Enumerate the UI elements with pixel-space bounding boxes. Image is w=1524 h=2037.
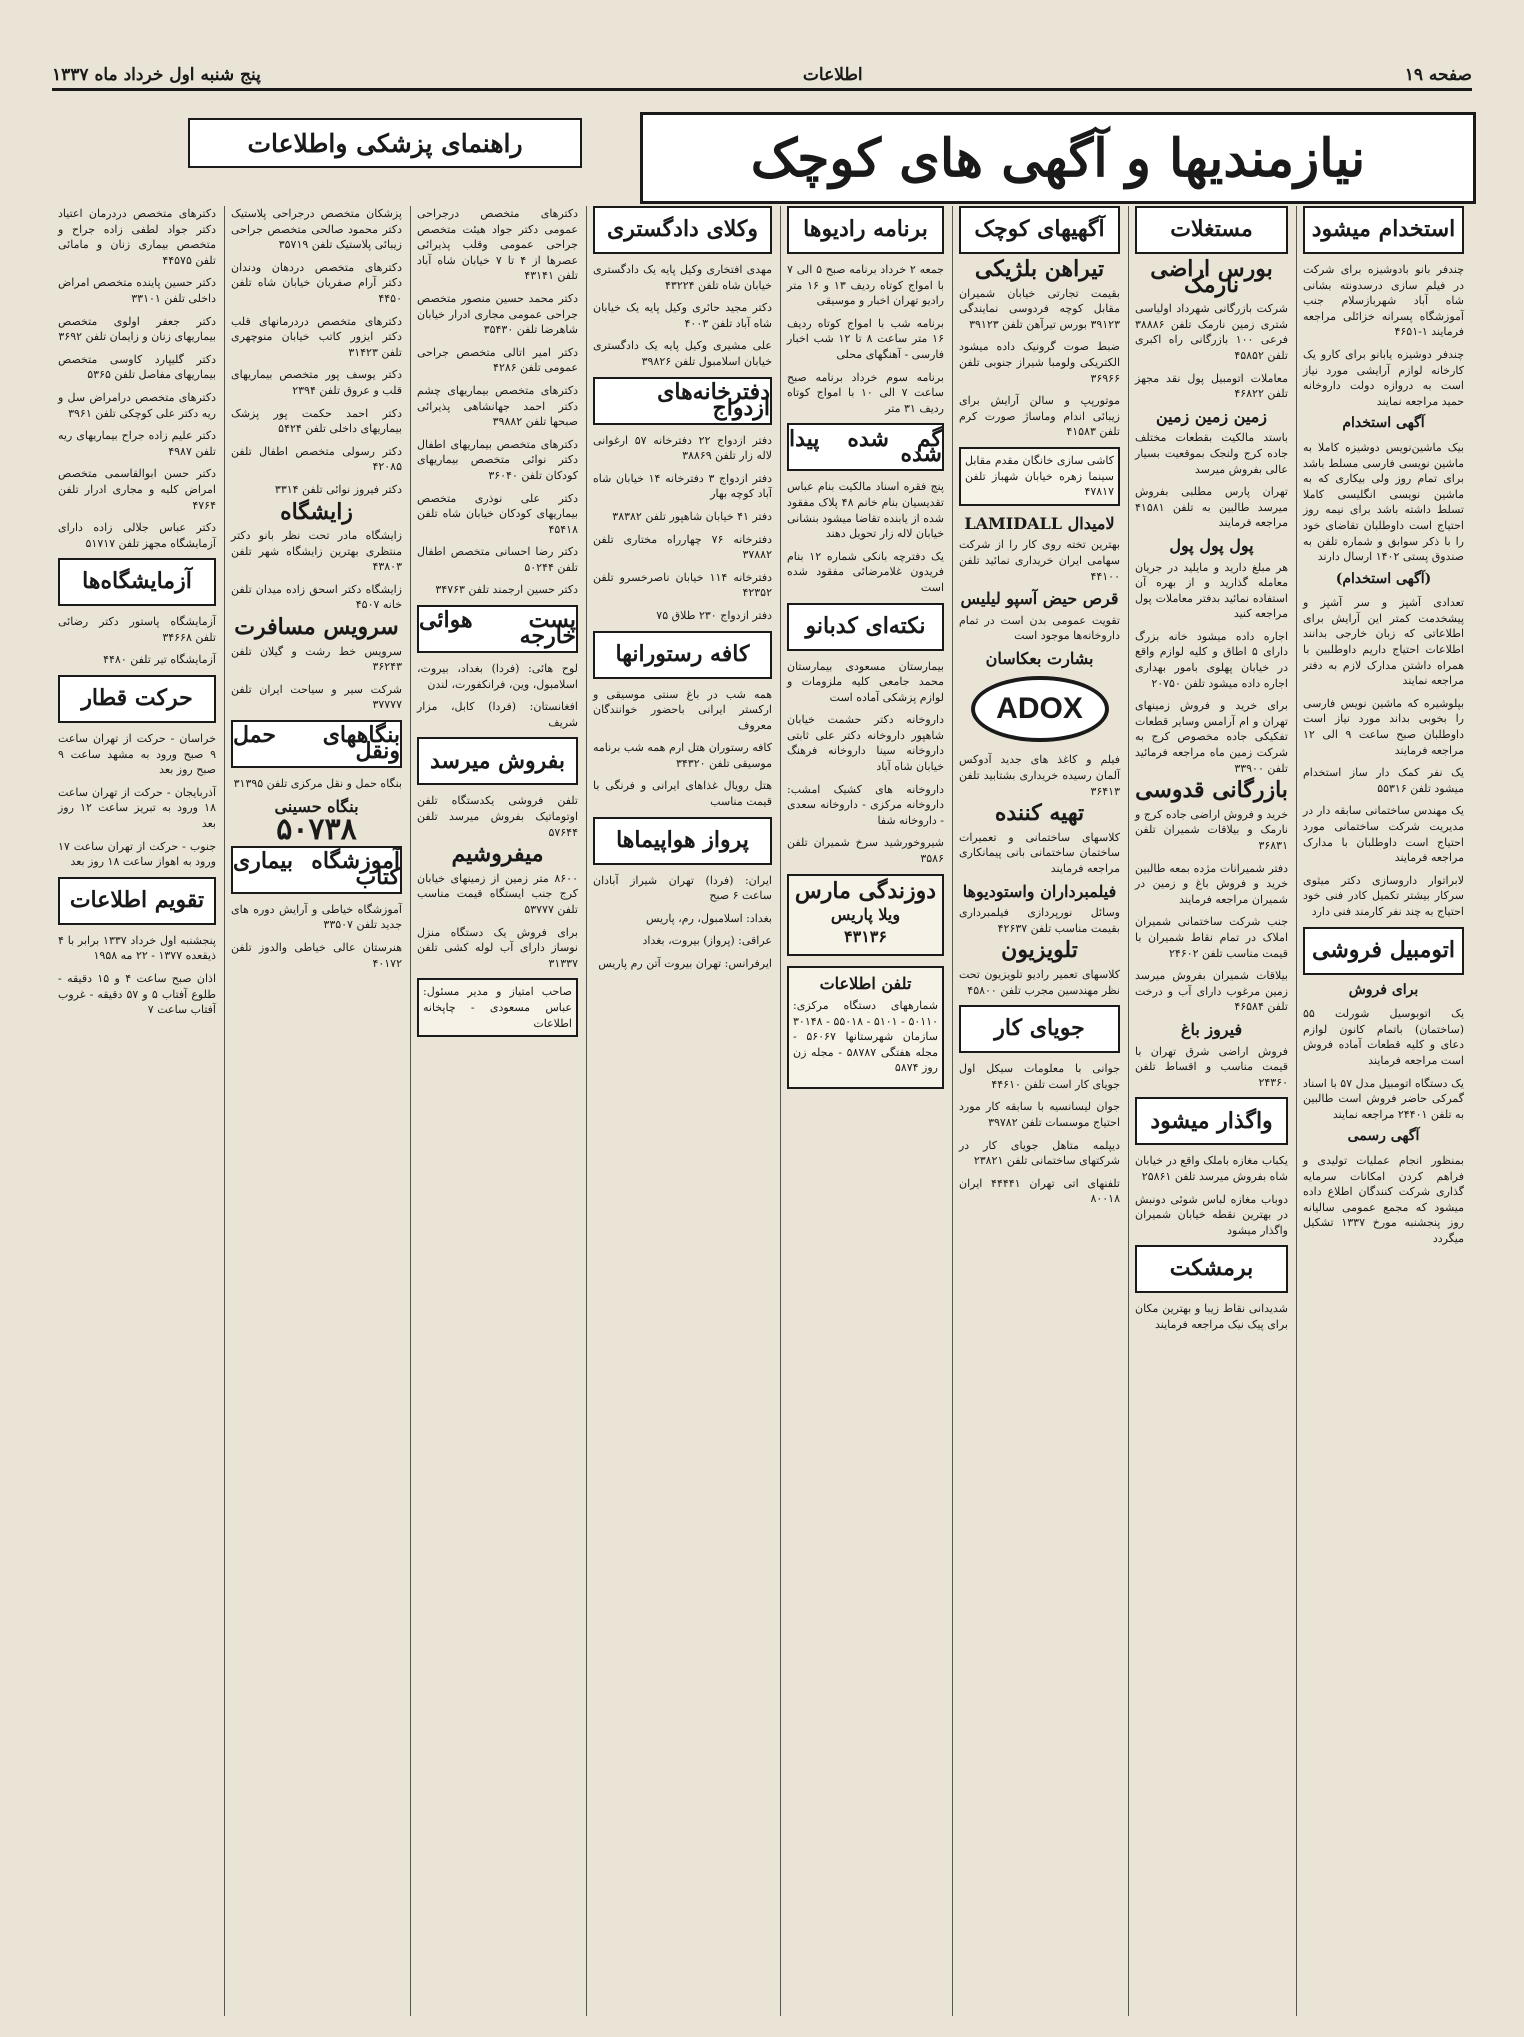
ad-text: چندفر دوشیزه یابانو برای کارو یک کارخانه لوازم آرایشی مورد نیاز است به دروازه دولت داروخانه حمید مراجعه نمایند (1303, 347, 1464, 408)
ad-text: فروش اراضی شرق تهران با قیمت مناسب و اقساط تلفن ۲۴۳۶۰ (1135, 1044, 1288, 1089)
section-header: آموزشگاه بیماری کتاب (231, 846, 402, 894)
ad-text: برای فروش یک دستگاه منزل نوساز دارای آب لوله کشی تلفن ۳۱۳۳۷ (417, 925, 578, 970)
ad-text: بنگاه حمل و نقل مرکزی تلفن ۳۱۳۹۵ (233, 777, 402, 791)
section-header: پست هوائی خارجه (417, 605, 578, 653)
ad-headline: فیروز باغ (1180, 1019, 1243, 1039)
ad-text: ضبط صوت گرونیک داده میشود الکتریکی ولومبا شیراز جنوبی تلفن ۳۶۹۶۶ (959, 340, 1120, 385)
boxed-ad: کاشی سازی خانگان مقدم مقابل سینما زهره خیابان شهباز تلفن ۴۷۸۱۷ (959, 447, 1120, 506)
ad-text: خرید و فروش اراضی جاده کرج و نارمک و بیلاقات شمیران تلفن ۳۶۸۳۱ (1135, 807, 1288, 852)
page-number: صفحه ۱۹ (1404, 65, 1472, 85)
ad-text: دکتر علی نوذری متخصص بیماریهای کودکان خیابان شاه تلفن ۴۵۴۱۸ (417, 491, 578, 536)
section-header: اتومبیل فروشی (1303, 927, 1464, 975)
ad-text: فیلم و کاغذ های جدید آدوکس آلمان رسیده خریداری بشتابید تلفن ۳۶۴۱۳ (959, 753, 1120, 798)
ad-text: دفتر ازدواج ۳ دفترخانه ۱۴ خیابان شاه آباد کوچه بهار (593, 471, 773, 501)
ad-text: تقویت عمومی بدن است در تمام داروخانه‌ها موجود است (959, 613, 1120, 643)
ad-headline: بنگاه حسینی (274, 796, 359, 816)
classifieds-banner (640, 112, 1476, 204)
ad-text: افغانستان: (فردا) کابل، مزار شریف (417, 700, 578, 729)
adox-logo: ADOX (971, 676, 1109, 742)
section-header: بفروش میرسد (417, 737, 578, 785)
banner-title: نیازمندیها و آگهی های کوچک (750, 127, 1366, 189)
ad-text: دکترهای متخصص دردرمان اعتیاد دکتر جواد لطفی زاده جراح و متخصص بیماری زنان و مامائی تلفن ۴۴۵۷۵ (58, 207, 216, 267)
left-banner-title: راهنمای پزشکی واطلاعات (247, 128, 523, 158)
ad-headline: بازرگانی قدوسی (1135, 777, 1288, 804)
box-title: تلفن اطلاعات (819, 974, 912, 994)
ad-text: جوانی با معلومات سیکل اول جویای کار است تلفن ۴۴۶۱۰ (959, 1062, 1120, 1091)
ad-subheadline: ویلا پاریس (830, 905, 901, 925)
info-phones-box (787, 966, 944, 1089)
newspaper-name: اطلاعات (802, 65, 863, 85)
ad-text: دفترخانه ۷۶ چهارراه مختاری تلفن ۳۷۸۸۲ (593, 532, 772, 562)
ad-headline: پول پول پول (1169, 535, 1254, 555)
section-header: کافه رستورانها (593, 631, 772, 679)
ad-text: یک دستگاه اتومبیل مدل ۵۷ با اسناد گمرکی حاضر فروش است طالبین به تلفن ۲۴۴۰۱ مراجعه نمایند (1303, 1076, 1464, 1121)
ad-text: دکترهای متخصص بیماریهای چشم دکتر احمد جهانشاهی پذیرائی صبحها تلفن ۳۹۸۸۲ (417, 383, 578, 429)
ad-text: دکترهای متخصص دردرمانهای قلب دکتر ایزور کاتب خیابان منوچهری تلفن ۳۱۴۲۳ (231, 314, 402, 359)
ad-text: تعدادی آشپز و سر آشپز و پیشخدمت کمتر این آرایش برای اطلاعاتی که زبان خارجی بدانند اطلاعات احتیاج داریم داوطلبین با همراه داشتن مدارک لازم به دفتر مراجعه نمایند (1303, 596, 1464, 688)
ad-text: دکتر عباس جلالی زاده دارای آزمایشگاه مجهز تلفن ۵۱۷۱۷ (58, 521, 216, 550)
section-header: گم شده پیدا شده (787, 423, 944, 471)
column-1 (1296, 206, 1470, 2016)
publisher-footer: صاحب امتیاز و مدیر مسئول: عباس مسعودی - چاپخانه اطلاعات (417, 978, 578, 1037)
ad-headline: زمین زمین زمین (1155, 406, 1268, 426)
section-header: آزمایشگاه‌ها (58, 558, 216, 606)
ad-text: آزمایشگاه تیر تلفن ۴۴۸۰ (103, 653, 216, 667)
ad-text: دوباب مغازه لباس شوئی دونبش در بهترین نقطه خیابان شمیران واگذار میشود (1135, 1192, 1288, 1237)
ad-title: آگهی رسمی (1347, 1128, 1420, 1145)
ad-text: لابراتوار داروسازی دکتر میثوی سرکار بیشتر تکمیل کادر فنی خود احتیاج به چند نفر کارمند فنی دارد (1303, 873, 1464, 918)
ad-text: دکتر محمد حسین منصور متخصص جراحی عمومی مجاری ادرار خیابان شاهرضا تلفن ۳۵۴۳۰ (417, 291, 578, 337)
ad-text: دکترهای متخصص درجراحی عمومی دکتر جواد هیئت متخصص جراحی عمومی وقلب پذیرائی عصرها از ۴ تا ۷ خیابان شاه آباد تلفن ۴۳۱۴۱ (417, 207, 579, 283)
ad-text: جمعه ۲ خرداد برنامه صبح ۵ الی ۷ با امواج کوتاه ردیف ۱۳ و ۱۶ متر رادیو تهران اخبار و موسیقی (787, 263, 944, 308)
ad-text: جنب شرکت ساختمانی شمیران املاک در تمام نقاط شمیران با قیمت مناسب تلفن ۲۴۶۰۲ (1135, 915, 1288, 960)
ad-text: وسائل نورپردازی فیلمبرداری بقیمت مناسب تلفن ۴۲۶۳۷ (959, 906, 1120, 935)
ad-headline: دوزندگی مارس (794, 877, 937, 904)
ad-text: لوح هائی: (فردا) بغداد، بیروت، اسلامبول، وین، فرانکفورت، لندن (417, 662, 578, 691)
ad-text: دفترخانه ۱۱۴ خیابان ناصرخسرو تلفن ۴۲۳۵۲ (593, 570, 772, 600)
section-header: تقویم اطلاعات (58, 877, 216, 925)
ad-text: همه شب در باغ سنتی موسیقی و ارکستر ایرانی باحضور خوانندگان معروف (593, 687, 772, 732)
ad-text: دکتر گلیپارد کاوسی متخصص بیماریهای مفاصل تلفن ۵۳۶۵ (58, 352, 216, 382)
ad-text: بهترین تخته روی کار را از شرکت سهامی ایران خریداری نمائید تلفن ۴۴۱۰۰ (959, 538, 1120, 583)
ad-text: کافه رستوران هتل ارم همه شب برنامه موسیقی تلفن ۳۴۳۲۰ (593, 741, 772, 770)
ad-text: خراسان - حرکت از تهران ساعت ۹ صبح ورود به مشهد ساعت ۹ صبح روز بعد (58, 732, 216, 777)
ad-text: دفتر ۴۱ خیابان شاهپور تلفن ۳۸۳۸۲ (612, 509, 772, 523)
column-6 (410, 206, 584, 2016)
ad-text: هنرستان عالی خیاطی والدوز تلفن ۴۰۱۷۲ (231, 941, 402, 970)
ad-title: آگهی استخدام (1342, 415, 1425, 432)
ad-text: دیپلمه متاهل جویای کار در شرکتهای ساختمانی تلفن ۲۳۸۲۱ (959, 1138, 1120, 1168)
ad-text: برنامه سوم خرداد برنامه صبح ساعت ۷ الی ۱۰ با امواج کوتاه ردیف ۳۱ متر (787, 370, 944, 415)
ad-text: سرویس خط رشت و گیلان تلفن ۳۶۲۴۳ (231, 644, 402, 674)
adox-logo-wrap (959, 676, 1120, 742)
section-title: زایشگاه (280, 498, 353, 525)
ad-text: داروخانه های کشیک امشب: داروخانه مرکزی - داروخانه سعدی - داروخانه شفا (787, 782, 944, 827)
ad-text: جنوب - حرکت از تهران ساعت ۱۷ ورود به اهواز ساعت ۱۸ روز بعد (58, 839, 216, 869)
ad-headline: فیلمبرداران واستودیوها (962, 881, 1117, 901)
ad-text: آموزشگاه خیاطی و آرایش دوره های جدید تلفن ۳۳۵۰۷ (231, 902, 402, 932)
ad-text: جوان لیسانسیه با سابقه کار مورد احتیاج موسسات تلفن ۳۹۷۸۲ (959, 1100, 1120, 1129)
ad-text: دکتر رضا احسانی متخصص اطفال تلفن ۵۰۲۴۴ (417, 545, 578, 574)
ad-headline: بورس اراضی نارمک (1150, 256, 1273, 298)
ad-text: شرکت سیر و سیاحت ایران تلفن ۳۷۷۷۷ (231, 682, 402, 712)
column-8 (52, 206, 222, 2016)
ad-headline: تیراهن بلژیکی (974, 256, 1105, 282)
ad-text: معاملات اتومبیل پول نقد مجهز تلفن ۴۶۸۲۲ (1135, 371, 1288, 401)
ad-text: کلاسهای ساختمانی و تعمیرات ساختمان ساختمانی بانی پیمانکاری مراجعه فرمایند (959, 830, 1120, 876)
ad-text: ایران: (فردا) تهران شیراز آبادان ساعت ۶ صبح (593, 873, 772, 903)
section-header: آگهیهای کوچک (959, 206, 1120, 254)
ad-text: دکتر جعفر اولوی متخصص بیماریهای زنان و زایمان تلفن ۳۶۹۲ (58, 314, 216, 344)
ad-text: دکتر یوسف پور متخصص بیماریهای قلب و عروق تلفن ۲۳۹۴ (231, 368, 402, 397)
ad-title: (آگهی استخدام) (1335, 570, 1432, 587)
ad-text: دکتر مجید حائری وکیل پایه یک خیابان شاه آباد تلفن ۴۰۰۳ (593, 301, 772, 330)
ad-text: دفتر ازدواج ۲۲ دفترخانه ۵۷ ارغوانی لاله زار تلفن ۳۸۸۶۹ (593, 433, 772, 463)
ad-headline: لامیدال LAMIDALL (964, 513, 1115, 533)
ad-text: پنج فقره اسناد مالکیت بنام عباس تقدیسیان بنام خانم ۴۸ پلاک مفقود شده از یابنده تقاضا میشود بنشانی خیابان لاله زار تحویل دهند (787, 480, 944, 541)
ad-text: یک اتوبوسیل شورلت ۵۵ (ساختمان) باتمام کانون لوازم دعای و کلیه قطعات آماده فروش است مراجعه فرمایند (1303, 1007, 1464, 1067)
ad-text: آزمایشگاه پاستور دکتر رضائی تلفن ۳۴۶۶۸ (58, 615, 216, 644)
section-header: نکته‌ای کدبانو (787, 603, 944, 651)
ad-text: بپلوشیره که ماشین نویس فارسی را بخوبی بداند مورد نیاز است داوطلبان صبح ساعت ۹ الی ۱۲ مراجعه فرمایند (1303, 696, 1464, 757)
column-5 (586, 206, 778, 2016)
big-phone-number: ۵۰۷۳۸ (276, 813, 357, 847)
ad-text: یکباب مغازه باملک واقع در خیابان شاه بفروش میرسد تلفن ۲۵۸۶۱ (1135, 1154, 1288, 1183)
ad-text: علی مشیری وکیل پایه یک دادگستری خیابان اسلامبول تلفن ۳۹۸۲۶ (593, 339, 772, 368)
column-3 (952, 206, 1126, 2016)
section-header: استخدام میشود (1303, 206, 1464, 254)
ad-text: دکتر علیم زاده جراح بیماریهای ریه تلفن ۴۹۸۷ (58, 429, 216, 458)
ad-text: پنجشنبه اول خرداد ۱۳۳۷ برابر با ۴ ذیقعده ۱۳۷۷ - ۲۲ مه ۱۹۵۸ (58, 933, 216, 963)
ad-text: هر مبلغ دارید و مایلید در جریان معامله گذارید و از بهره آن استفاده نمائید بدفتر معاملات پول مراجعه کنید (1135, 560, 1288, 621)
section-header: مستغلات (1135, 206, 1288, 254)
ad-text: دفتر شمیرانات مژده بمعه طالبین خرید و فروش باغ و زمین در شمیران مراجعه فرمایند (1135, 861, 1288, 906)
section-header: برمشکت (1135, 1245, 1288, 1293)
section-header: جویای کار (959, 1005, 1120, 1053)
ad-text: بیک ماشین‌نویس دوشیزه کاملا به ماشین نویسی فارسی مسلط باشد برای تمام روز ولی بیکاری که به ماشین نویسی انگلیسی کاملا تسلط داشته باشد برای نیمه روز احتیاج است داوطلبان تقاضای خود را با ذکر سوابق و شماره تلفن به صندوق پستی ۱۴۰۲ ارسال دارند (1303, 440, 1464, 564)
ad-text: کلاسهای تعمیر رادیو تلویزیون تحت نظر مهندسین مجرب تلفن ۴۵۸۰۰ (959, 968, 1120, 997)
ad-headline: تلویزیون (1001, 937, 1078, 964)
ad-text: برنامه شب با امواج کوتاه ردیف ۱۶ متر ساعت ۸ تا ۱۲ شب اخبار فارسی - آهنگهای محلی (787, 316, 944, 361)
ad-text: داروخانه دکتر حشمت خیابان شاهپور داروخانه دکتر علی ثابتی داروخانه سینا داروخانه فرهنگ خیابان شاه آباد (787, 713, 944, 774)
ad-text: بیمارستان مسعودی بیمارستان محمد جامعی کلیه ملزومات و لوازم پزشکی آماده است (787, 659, 944, 704)
ad-text: دکتر احمد حکمت پور پزشک بیماریهای داخلی تلفن ۵۴۲۴ (231, 406, 402, 436)
section-header: برنامه رادیو‌ها (787, 206, 944, 254)
ad-text: شرکت بازرگانی شهرداد اولیاسی شتری زمین نارمک تلفن ۳۸۸۸۶ فرعی ۱۰۰ بازرگانی راه اکبری تلفن ۴۵۸۵۲ (1135, 302, 1288, 362)
ad-text: یک نفر کمک دار ساز استخدام میشود تلفن ۵۵۳۱۶ (1303, 766, 1464, 795)
ad-text: شدیدانی نقاط زیبا و بهترین مکان برای پیک نیک مراجعه فرمایند (1135, 1302, 1288, 1331)
ad-text: بمنظور انجام عملیات تولیدی و فراهم کردن امکانات سرمایه گذاری شرکت کنندگان اطلاع داده میشود که مجمع عمومی سالیانه روز پنجشنبه مورخ ۱۳۳۷ تشکیل میگردد (1303, 1153, 1464, 1245)
ad-text: دکتر حسن ابوالقاسمی متخصص امراض کلیه و مجاری ادرار تلفن ۴۷۶۴ (58, 467, 216, 512)
column-7 (224, 206, 408, 2016)
ad-text: چندفر بانو بادوشیزه برای شرکت در فیلم سازی درسدونته بشانی شاه آباد شهربازسلام جنب آموزشگاه پسرانه خزائلی مراجعه فرمایند ۱-۴۶۵۱ (1303, 263, 1464, 339)
page-header (52, 62, 1472, 91)
medical-guide-banner (188, 118, 582, 168)
ad-text: دکترهای متخصص درامراض سل و ریه دکتر علی کوچکی تلفن ۳۹۶۱ (58, 390, 216, 420)
ad-phone: ۴۳۱۳۶ (844, 926, 887, 946)
ad-text: اذان صبح ساعت ۴ و ۱۵ دقیقه - طلوع آفتاب ۵ و ۵۷ دقیقه - غروب آفتاب ساعت ۷ (58, 972, 216, 1017)
ad-text: پزشکان متخصص درجراحی پلاستیک دکتر محمود صالحی متخصص جراحی زیبائی پلاستیک تلفن ۳۵۷۱۹ (231, 207, 402, 252)
ad-text: تلفن فروشی یکدستگاه تلفن اوتوماتیک بفروش میرسد تلفن ۵۷۶۴۴ (417, 794, 578, 839)
ad-text: دکتر رسولی متخصص اطفال تلفن ۴۲۰۸۵ (231, 444, 402, 474)
ad-text: آذربایجان - حرکت از تهران ساعت ۱۸ ورود به تبریز ساعت ۱۲ روز بعد (58, 785, 216, 831)
ad-text: باستد مالکیت بقطعات مختلف جاده کرج ولنجک بموقعیت بسیار عالی بفروش میرسد (1135, 431, 1288, 476)
ad-text: اجاره داده میشود خانه بزرگ دارای ۵ اطاق و کلیه لوازم واقع در خیابان پهلوی بامور بهداری اجاره داده میشود تلفن ۲۰۷۵۰ (1135, 629, 1288, 690)
column-2 (1128, 206, 1294, 2016)
box-body: شمارههای دستگاه مرکزی: ۵۰۱۱۰ - ۵۱۰۱ - ۵۵۰۱۸ - ۳۰۱۴۸ سازمان شهرستانها ۵۶۰۶۷ - مجله هفتگی ۵۸۷۸۷ - مجله زن روز ۵۸۷۴ (793, 999, 938, 1075)
ad-text: موتورپپ و سالن آرایش برای زیبائی اندام وماساژ صورت کرم تلفن ۴۱۵۸۳ (959, 394, 1120, 439)
ad-text: ایرفرانس: تهران بیروت آتن رم پاریس (598, 957, 772, 971)
ad-text: دکتر امیر اتالی متخصص جراحی عمومی تلفن ۴۲۸۶ (417, 345, 578, 375)
ad-text: زایشگاه مادر تحت نظر بانو دکتر منتظری بهترین زایشگاه شهر تلفن ۴۳۸۰۳ (231, 529, 402, 574)
ad-text: مهدی افتخاری وکیل پایه یک دادگستری خیابان شاه تلفن ۴۳۲۲۴ (593, 263, 772, 292)
ad-text: برای خرید و فروش زمینهای تهران و ام آرامس وسایر قطعات تفکیکی جاده مخصوص کرج به شرکت زمین ماه مراجعه فرمائید تلفن ۳۳۹۰۰ (1135, 699, 1288, 775)
ad-headline: میفروشیم (451, 841, 544, 868)
section-header: بنگاههای حمل ونقل (231, 720, 402, 768)
ad-text: یک دفترچه بانکی شماره ۱۲ بنام فریدون غلامرضائی مفقود شده است (787, 549, 944, 594)
ad-title: برای فروش (1348, 981, 1419, 998)
ad-text: بقیمت تجارتی خیابان شمیران مقابل کوچه فردوسی نمایندگی ۳۹۱۲۳ بورس تیرآهن تلفن ۳۹۱۲۳ (959, 286, 1120, 331)
ad-text: زایشگاه دکتر اسحق زاده میدان تلفن خانه ۴۵۰۷ (231, 582, 402, 612)
ad-text: دفتر ازدواج ۲۳۰ طلاق ۷۵ (656, 608, 772, 622)
issue-date: پنج شنبه اول خرداد ماه ۱۳۳۷ (52, 65, 261, 85)
ad-text: دکترهای متخصص دردهان ودندان دکتر آرام صفریان خیابان شاه تلفن ۴۴۵۰ (231, 260, 402, 305)
column-4 (780, 206, 950, 2016)
ad-text: دکتر حسین پاینده متخصص امراض داخلی تلفن ۳۳۱۰۱ (58, 276, 216, 305)
tailor-ad (787, 874, 944, 957)
ad-text: دکترهای متخصص بیماریهای اطفال دکتر نوائی متخصص بیماریهای کودکان تلفن ۳۶۰۴۰ (417, 437, 578, 482)
ad-text: بیلاقات شمیران بفروش میرسد زمین مرغوب دارای آب و درخت تلفن ۴۶۵۸۴ (1135, 969, 1288, 1014)
ad-text: هتل رویال غذاهای ایرانی و فرنگی با قیمت مناسب (593, 779, 772, 809)
ad-text: تلفنهای اتی تهران ۴۴۴۴۱ ایران ۸۰۰۱۸ (959, 1176, 1120, 1206)
ad-text: دکتر حسین ارجمند تلفن ۳۴۷۶۳ (435, 583, 578, 597)
section-header: واگذار میشود (1135, 1097, 1288, 1145)
ad-text: تهران پارس مطلبی بفروش میرسد طالبین به تلفن ۴۱۵۸۱ مراجعه فرمایند (1135, 485, 1288, 530)
section-header: دفترخانه‌های ازدواج (593, 377, 772, 425)
ad-text: بغداد: اسلامبول، رم، پاریس (645, 911, 772, 925)
section-header: پرواز هواپیماها (593, 817, 772, 865)
ad-headline: تهیه کننده (994, 800, 1085, 827)
ad-headline: قرص حیض آسپو لیلیس (960, 589, 1119, 609)
ad-headline: بشارت بعکاسان (985, 648, 1094, 668)
section-header: وکلای دادگستری (593, 206, 772, 254)
ad-text: یک مهندس ساختمانی سابقه دار در مدیریت شرکت ساختمانی مورد احتیاج است داوطلبان با مدارک مراجعه فرمایند (1303, 804, 1464, 865)
ad-text: عراقی: (پرواز) بیروت، بغداد (642, 934, 772, 948)
ad-text: دکتر فیروز نوائی تلفن ۳۳۱۴ (274, 482, 402, 496)
section-header: حرکت قطار (58, 675, 216, 723)
section-title: سرویس مسافرت (234, 614, 399, 641)
ad-text: شیروخورشید سرخ شمیران تلفن ۳۵۸۶ (787, 836, 944, 866)
ad-text: ۸۶۰۰ متر زمین از زمینهای خیابان کرج جنب ایستگاه قیمت مناسب تلفن ۵۳۷۷۷ (417, 871, 578, 916)
